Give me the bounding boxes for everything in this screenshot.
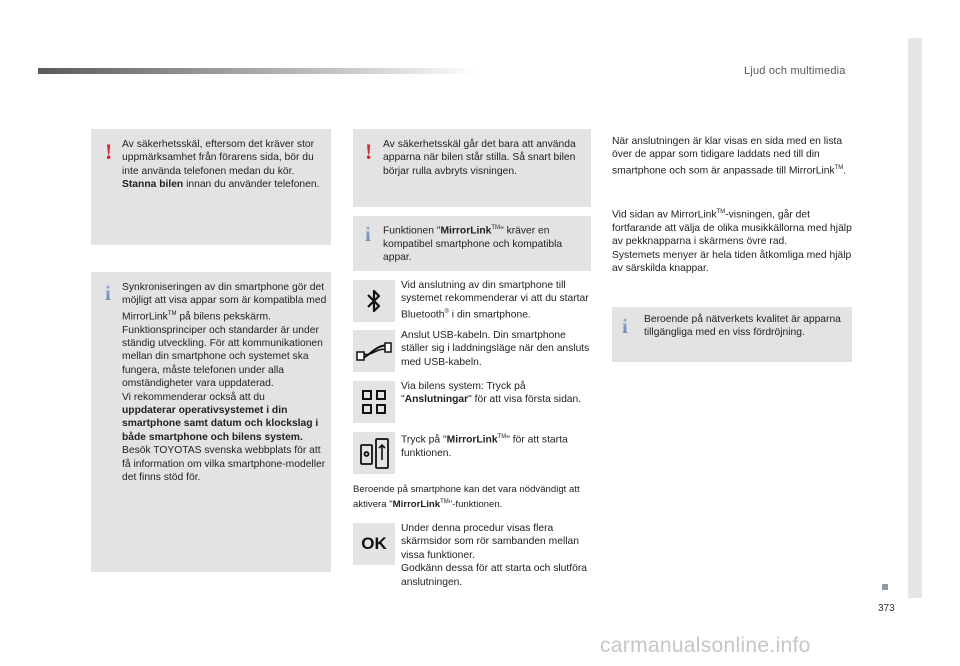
warning-exclamation-icon: ! <box>365 139 373 164</box>
connections-grid-icon <box>353 381 395 423</box>
warning-box-stationary <box>353 129 591 207</box>
info-icon: i <box>365 222 371 246</box>
step-connections-text: Via bilens system: Tryck på "Anslutningar" för att visa första sidan. <box>401 381 582 406</box>
step-bluetooth-text: Vid anslutning av din smartphone till systemet rekommenderar vi att du startar Bluetooth® i din smartphone. <box>401 280 589 321</box>
page-marker <box>882 584 888 590</box>
info-icon: i <box>622 314 628 338</box>
section-title: Ljud och multimedia <box>744 65 846 77</box>
warning-exclamation-icon: ! <box>105 139 113 164</box>
info-box-synchronization <box>91 272 331 572</box>
note-text: Beroende på smartphone kan det vara nödvändigt att aktivera "MirrorLink™"-funktionen. <box>353 484 580 511</box>
ok-step-text: Under denna procedur visas flera skärmsidor som rör sambanden mellan vissa funktioner. Godkänn dessa för att starta och slutföra anslutningen. <box>401 523 588 588</box>
mirrorlink-phone-icon <box>353 432 395 474</box>
info-box-mirrorlink <box>353 216 591 271</box>
usb-cable-icon <box>353 330 395 372</box>
warning-text: Av säkerhetsskäl, eftersom det kräver stor uppmärksamhet från förarens sida, bör du inte använda telefonen medan du kör. Stanna bilen innan du använder telefonen. <box>122 139 320 191</box>
ok-label: OK <box>361 534 387 553</box>
info-box-network <box>612 307 852 362</box>
step-mirrorlink-text: Tryck på "MirrorLink™" för att starta funktionen. <box>401 434 568 459</box>
ok-button-icon <box>353 523 395 565</box>
right-paragraph-2: Vid sidan av MirrorLink™-visningen, går det fortfarande att välja de olika musikkällorna med hjälp av pekknapparna i skärmens övre rad. Systemets menyer är hela tiden åtkomliga med hjälp av särskilda knappar. <box>612 209 852 275</box>
info-icon: i <box>105 281 111 305</box>
step-usb-text: Anslut USB-kabeln. Din smartphone ställer sig i laddningsläge när den ansluts med USB-kabeln. <box>401 330 590 368</box>
warning-box-driving <box>91 129 331 245</box>
info-text: Synkroniseringen av din smartphone gör det möjligt att visa appar som är kompatibla med MirrorLink™ på bilens pekskärm. Funktionsprinciper och standarder är under ständig utveckling. För att kommunikationen mellan din smartphone och systemet ska fungera, måste telefonen under alla omständigheter vara uppdaterad. Vi rekommenderar också att du uppdaterar operativsystemet i din smartphone samt datum och klockslag i både smartphone och bilens system. Besök TOYOTAS svenska webbplats för att få information om vilka smartphone-modeller det finns stöd för. <box>122 282 327 484</box>
right-paragraph-1: När anslutningen är klar visas en sida med en lista över de appar som tidigare laddats ned till din smartphone och som är anpassade till MirrorLink™. <box>612 136 847 177</box>
header-gradient-bar <box>38 68 478 74</box>
info-text: Beroende på nätverkets kvalitet är apparna tillgängliga med en viss fördröjning. <box>644 314 841 339</box>
info-text: Funktionen "MirrorLink™" kräver en kompatibel smartphone och kompatibla appar. <box>383 225 563 264</box>
page-edge-strip <box>908 38 922 598</box>
watermark: carmanualsonline.info <box>600 634 811 657</box>
warning-text: Av säkerhetsskäl går det bara att använda apparna när bilen står stilla. Så snart bilen börjar rulla avbryts visningen. <box>383 139 576 177</box>
bluetooth-icon <box>353 280 395 322</box>
page-number: 373 <box>878 603 895 614</box>
